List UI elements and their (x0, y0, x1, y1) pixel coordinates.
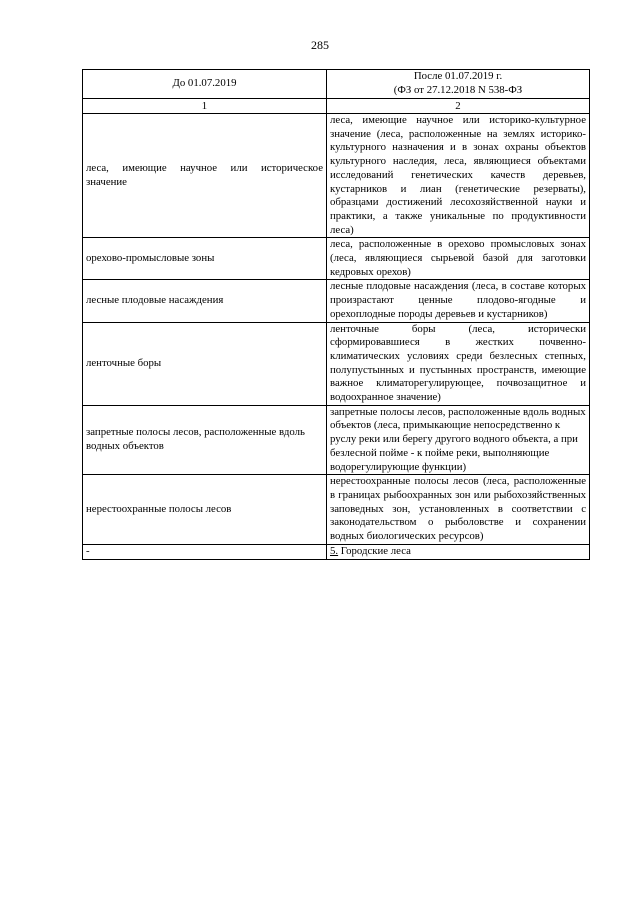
row-before: леса, имеющие научное или историческое значение (83, 114, 327, 238)
row-after: нерестоохранные полосы лесов (леса, расположенные в границах рыбоохранных зон или рыбохозяйственных заповедных зон, установленных в соответствии с законодательством о рыболовстве и сохранении водных биологических ресурсов) (327, 475, 590, 545)
header-after-date: После 01.07.2019 г. (413, 70, 503, 83)
column-number-1: 1 (83, 99, 327, 114)
table-row (83, 405, 590, 475)
table-header-row (83, 70, 590, 99)
table-row (83, 114, 590, 238)
page-number: 285 (311, 38, 329, 52)
row-before: - (83, 544, 327, 559)
table-row (83, 544, 590, 559)
comparison-table (82, 69, 590, 560)
row-before: запретные полосы лесов, расположенные вдоль водных объектов (83, 405, 327, 475)
table-row (83, 238, 590, 280)
row-before: лесные плодовые насаждения (83, 280, 327, 322)
table-row (83, 280, 590, 322)
table-row (83, 475, 590, 545)
row-after: ленточные боры (леса, исторически сформировавшиеся в жестких почвенно-климатических условиях среди безлесных степных, полупустынных и пустынных пространств, имеющие важное климаторегулирующее, почвозащитное и водоохранное значение) (327, 322, 590, 405)
row-after: леса, имеющие научное или историко-культурное значение (леса, расположенные на землях историко-культурного назначения и в зонах охраны объектов культурного наследия, леса, являющиеся объектами исследований генетических качеств деревьев, кустарников и лиан (генетические резерваты), образцами достижений лесохозяйственной науки и практики, а также уникальные по продуктивности леса) (327, 114, 590, 238)
header-after-law: (ФЗ от 27.12.2018 N 538-ФЗ (393, 84, 523, 96)
row-before: ленточные боры (83, 322, 327, 405)
table-row (83, 322, 590, 405)
column-number-2: 2 (327, 99, 590, 114)
header-after (327, 70, 590, 99)
row-before: орехово-промысловые зоны (83, 238, 327, 280)
row-after: леса, расположенные в орехово промысловых зонах (леса, являющиеся сырьевой базой для заготовки кедровых орехов) (327, 238, 590, 280)
header-before: До 01.07.2019 (83, 70, 327, 99)
column-number-row (83, 99, 590, 114)
row-after: 5. Городские леса (327, 544, 590, 559)
row-after: запретные полосы лесов, расположенные вдоль водных объектов (леса, примыкающие непосредственно к руслу реки или берегу другого водного объекта, а при безлесной пойме - к пойме реки, выполняющие водорегулирующие функции) (327, 405, 590, 475)
row-before: нерестоохранные полосы лесов (83, 475, 327, 545)
row-after: лесные плодовые насаждения (леса, в составе которых произрастают ценные плодово-ягодные и орехоплодные породы деревьев и кустарников) (327, 280, 590, 322)
